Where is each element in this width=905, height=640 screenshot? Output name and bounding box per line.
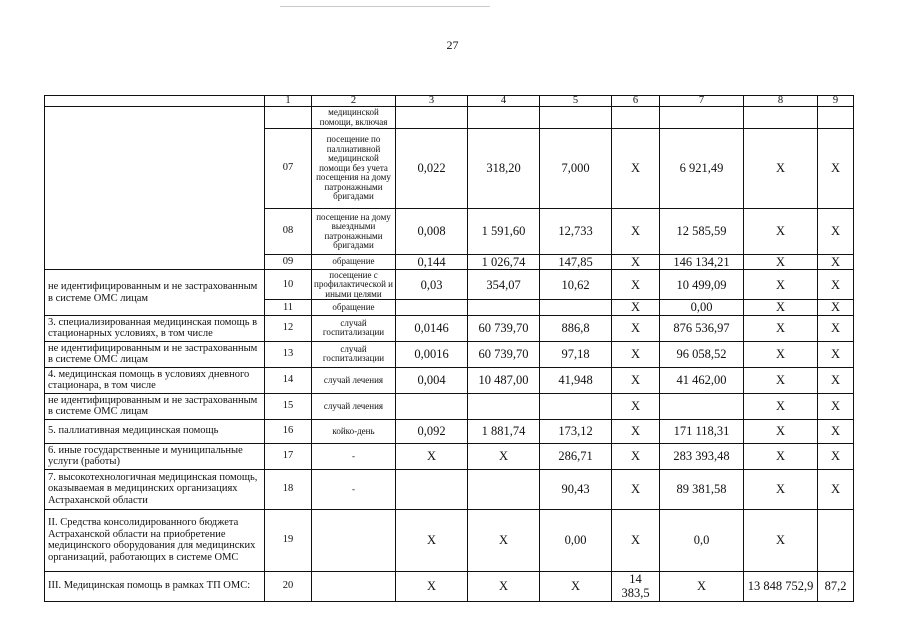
row-description: 5. паллиативная медицинская помощь xyxy=(45,419,265,443)
table-row xyxy=(45,443,854,469)
row-description: не идентифицированным и не застрахованным в системе ОМС лицам xyxy=(45,341,265,367)
cell-col5: 97,18 xyxy=(540,341,612,367)
cell-col8: 13 848 752,9 xyxy=(744,571,818,601)
row-unit: медицинской помощи, включая xyxy=(312,107,396,129)
cell-col9: Х xyxy=(818,129,854,209)
header-cell-empty xyxy=(45,96,265,107)
cell-col9: Х xyxy=(818,367,854,393)
table-row xyxy=(45,509,854,571)
cell-col9: Х xyxy=(818,443,854,469)
cell-col7 xyxy=(660,393,744,419)
cell-col4 xyxy=(468,300,540,315)
row-unit: посещение на дому выездными патронажными бригадами xyxy=(312,209,396,255)
cell-col9: Х xyxy=(818,341,854,367)
table-row xyxy=(45,129,854,209)
header-cell: 8 xyxy=(744,96,818,107)
header-cell: 1 xyxy=(265,96,312,107)
cell-col4: 60 739,70 xyxy=(468,341,540,367)
row-code xyxy=(265,107,312,129)
header-cell: 3 xyxy=(396,96,468,107)
cell-col8: Х xyxy=(744,255,818,270)
row-code: 18 xyxy=(265,469,312,509)
cell-col3: 0,008 xyxy=(396,209,468,255)
cell-col9: Х xyxy=(818,270,854,300)
cell-col6: Х xyxy=(612,255,660,270)
cell-col4 xyxy=(468,393,540,419)
row-unit: случай лечения xyxy=(312,393,396,419)
cell-col7: 10 499,09 xyxy=(660,270,744,300)
cell-col9: Х xyxy=(818,255,854,270)
cell-col8: Х xyxy=(744,209,818,255)
cell-col6: Х xyxy=(612,209,660,255)
cell-col5: 10,62 xyxy=(540,270,612,300)
cell-col9: 87,2 xyxy=(818,571,854,601)
cell-col3 xyxy=(396,469,468,509)
cell-col9 xyxy=(818,107,854,129)
cell-col3 xyxy=(396,393,468,419)
cell-col9: Х xyxy=(818,469,854,509)
header-cell: 5 xyxy=(540,96,612,107)
table-row xyxy=(45,270,854,300)
cell-col4: Х xyxy=(468,443,540,469)
cell-col5 xyxy=(540,300,612,315)
cell-col7: 876 536,97 xyxy=(660,315,744,341)
row-description: не идентифицированным и не застрахованным в системе ОМС лицам xyxy=(45,393,265,419)
cell-col3: Х xyxy=(396,509,468,571)
row-description: не идентифицированным и не застрахованным в системе ОМС лицам xyxy=(45,270,265,315)
cell-col7: 41 462,00 xyxy=(660,367,744,393)
cell-col6: Х xyxy=(612,393,660,419)
cell-col7 xyxy=(660,107,744,129)
row-description: II. Средства консолидированного бюджета Астраханской области на приобретение медицинского оборудования для медицинских организаций, работающих в системе ОМС xyxy=(45,509,265,571)
cell-col6: Х xyxy=(612,443,660,469)
cell-col7: 6 921,49 xyxy=(660,129,744,209)
row-code: 08 xyxy=(265,209,312,255)
row-description xyxy=(45,255,265,270)
cell-col8: Х xyxy=(744,341,818,367)
header-cell: 6 xyxy=(612,96,660,107)
row-description: 3. специализированная медицинская помощь в стационарных условиях, в том числе xyxy=(45,315,265,341)
cell-col4: 10 487,00 xyxy=(468,367,540,393)
cell-col6: Х xyxy=(612,129,660,209)
cell-col6: Х xyxy=(612,367,660,393)
row-code: 20 xyxy=(265,571,312,601)
table-row xyxy=(45,341,854,367)
cell-col5: 286,71 xyxy=(540,443,612,469)
cell-col7: 171 118,31 xyxy=(660,419,744,443)
row-description: 7. высокотехнологичная медицинская помощь, оказываемая в медицинских организациях Астраханской области xyxy=(45,469,265,509)
cell-col5: 0,00 xyxy=(540,509,612,571)
cell-col5: 173,12 xyxy=(540,419,612,443)
row-unit: обращение xyxy=(312,300,396,315)
cell-col4: 60 739,70 xyxy=(468,315,540,341)
row-unit xyxy=(312,509,396,571)
cell-col8: Х xyxy=(744,509,818,571)
page-number: 27 xyxy=(446,38,459,52)
row-unit: - xyxy=(312,443,396,469)
cell-col4: Х xyxy=(468,571,540,601)
cell-col7: 146 134,21 xyxy=(660,255,744,270)
cell-col9 xyxy=(818,509,854,571)
row-code: 12 xyxy=(265,315,312,341)
row-code: 13 xyxy=(265,341,312,367)
table-row xyxy=(45,107,854,129)
cell-col6: Х xyxy=(612,509,660,571)
cell-col5 xyxy=(540,393,612,419)
budget-table xyxy=(44,95,854,602)
scan-artifact-line xyxy=(280,6,490,7)
table-row xyxy=(45,393,854,419)
cell-col3: 0,022 xyxy=(396,129,468,209)
cell-col6 xyxy=(612,107,660,129)
row-code: 09 xyxy=(265,255,312,270)
cell-col5: 7,000 xyxy=(540,129,612,209)
cell-col7: 0,00 xyxy=(660,300,744,315)
cell-col8: Х xyxy=(744,300,818,315)
cell-col3: Х xyxy=(396,571,468,601)
cell-col7: 96 058,52 xyxy=(660,341,744,367)
column-number-row xyxy=(45,96,854,107)
row-code: 16 xyxy=(265,419,312,443)
row-unit xyxy=(312,571,396,601)
cell-col5: 147,85 xyxy=(540,255,612,270)
row-unit: случай госпитализации xyxy=(312,315,396,341)
cell-col5: 12,733 xyxy=(540,209,612,255)
cell-col3 xyxy=(396,300,468,315)
row-description: III. Медицинская помощь в рамках ТП ОМС: xyxy=(45,571,265,601)
table-row xyxy=(45,315,854,341)
cell-col8: Х xyxy=(744,315,818,341)
cell-col7: 283 393,48 xyxy=(660,443,744,469)
cell-col3 xyxy=(396,107,468,129)
cell-col6: Х xyxy=(612,270,660,300)
cell-col4: 1 881,74 xyxy=(468,419,540,443)
row-description xyxy=(45,129,265,209)
cell-col8: Х xyxy=(744,129,818,209)
cell-col7: 0,0 xyxy=(660,509,744,571)
cell-col9: Х xyxy=(818,300,854,315)
cell-col4: 1 591,60 xyxy=(468,209,540,255)
row-code: 17 xyxy=(265,443,312,469)
cell-col5: 41,948 xyxy=(540,367,612,393)
cell-col8 xyxy=(744,107,818,129)
row-code: 19 xyxy=(265,509,312,571)
cell-col4: Х xyxy=(468,509,540,571)
row-code: 10 xyxy=(265,270,312,300)
cell-col9: Х xyxy=(818,315,854,341)
table-row xyxy=(45,255,854,270)
row-unit: обращение xyxy=(312,255,396,270)
table-row xyxy=(45,367,854,393)
cell-col6: Х xyxy=(612,300,660,315)
cell-col3: Х xyxy=(396,443,468,469)
cell-col3: 0,0016 xyxy=(396,341,468,367)
row-code: 15 xyxy=(265,393,312,419)
cell-col4 xyxy=(468,469,540,509)
row-code: 14 xyxy=(265,367,312,393)
cell-col9: Х xyxy=(818,393,854,419)
cell-col8: Х xyxy=(744,469,818,509)
cell-col3: 0,144 xyxy=(396,255,468,270)
row-unit: - xyxy=(312,469,396,509)
cell-col4 xyxy=(468,107,540,129)
cell-col6: Х xyxy=(612,315,660,341)
cell-col8: Х xyxy=(744,367,818,393)
cell-col6: Х xyxy=(612,341,660,367)
table-row xyxy=(45,419,854,443)
cell-col8: Х xyxy=(744,443,818,469)
cell-col3: 0,03 xyxy=(396,270,468,300)
cell-col4: 354,07 xyxy=(468,270,540,300)
table-row xyxy=(45,571,854,601)
row-unit: случай лечения xyxy=(312,367,396,393)
row-unit: посещение по паллиативной медицинской помощи без учета посещения на дому патронажными бригадами xyxy=(312,129,396,209)
row-unit: койко-день xyxy=(312,419,396,443)
row-description: 4. медицинская помощь в условиях дневного стационара, в том числе xyxy=(45,367,265,393)
table-row xyxy=(45,469,854,509)
cell-col9: Х xyxy=(818,209,854,255)
cell-col7: 12 585,59 xyxy=(660,209,744,255)
cell-col7: Х xyxy=(660,571,744,601)
row-description xyxy=(45,209,265,255)
cell-col4: 318,20 xyxy=(468,129,540,209)
cell-col8: Х xyxy=(744,419,818,443)
row-unit: посещение с профилактической и иными целями xyxy=(312,270,396,300)
cell-col5: 90,43 xyxy=(540,469,612,509)
table-row xyxy=(45,209,854,255)
row-code: 11 xyxy=(265,300,312,315)
cell-col3: 0,092 xyxy=(396,419,468,443)
cell-col8: Х xyxy=(744,393,818,419)
cell-col5: 886,8 xyxy=(540,315,612,341)
row-description xyxy=(45,107,265,129)
cell-col5 xyxy=(540,107,612,129)
cell-col4: 1 026,74 xyxy=(468,255,540,270)
cell-col6: 14 383,5 xyxy=(612,571,660,601)
header-cell: 9 xyxy=(818,96,854,107)
cell-col9: Х xyxy=(818,419,854,443)
cell-col8: Х xyxy=(744,270,818,300)
header-cell: 7 xyxy=(660,96,744,107)
row-code: 07 xyxy=(265,129,312,209)
header-cell: 2 xyxy=(312,96,396,107)
cell-col6: Х xyxy=(612,469,660,509)
cell-col5: Х xyxy=(540,571,612,601)
row-description: 6. иные государственные и муниципальные услуги (работы) xyxy=(45,443,265,469)
cell-col7: 89 381,58 xyxy=(660,469,744,509)
cell-col3: 0,004 xyxy=(396,367,468,393)
header-cell: 4 xyxy=(468,96,540,107)
cell-col3: 0,0146 xyxy=(396,315,468,341)
row-unit: случай госпитализации xyxy=(312,341,396,367)
cell-col6: Х xyxy=(612,419,660,443)
